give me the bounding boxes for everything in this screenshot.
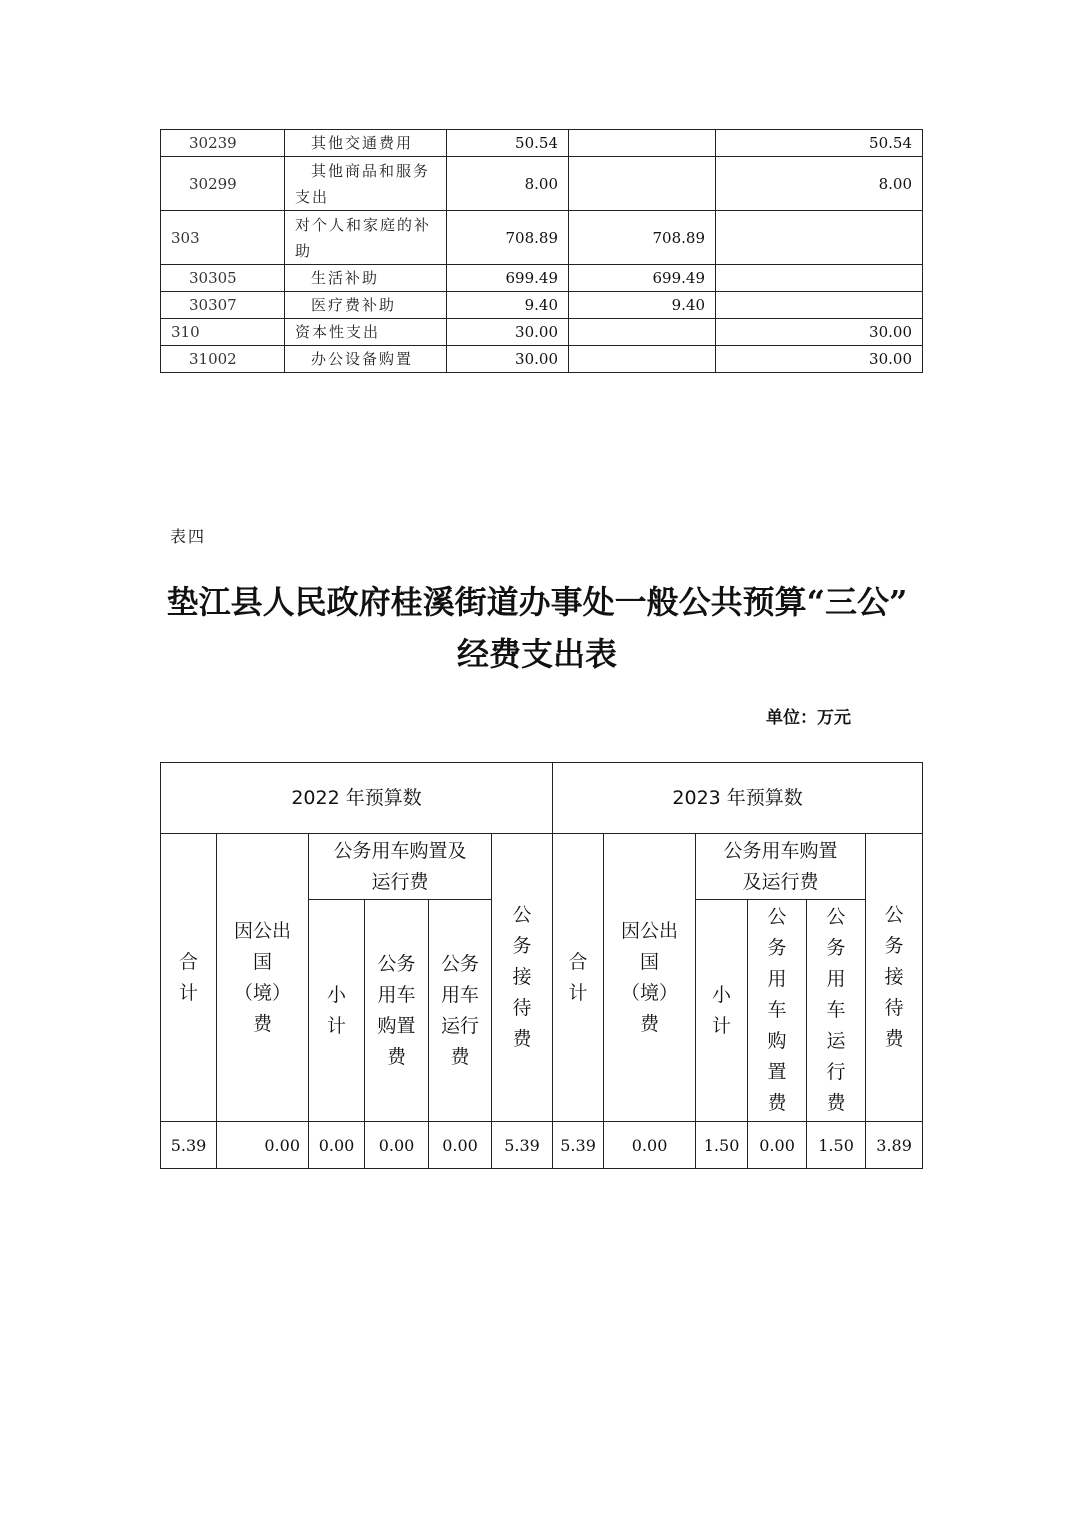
expense-name-line: 生活补助	[311, 269, 380, 287]
header-text-line: 行	[826, 1061, 846, 1083]
header-text-line: 运行费	[371, 870, 429, 893]
header-text-line: （境）	[233, 981, 291, 1004]
header-text-line: 及运行费	[742, 870, 819, 893]
header-text-line: 待	[884, 997, 904, 1019]
expense-row	[161, 130, 923, 157]
expense-row	[161, 157, 923, 211]
expense-total: 30.00	[447, 346, 569, 373]
header-text-line: 购	[767, 1030, 787, 1052]
header-text-line: 车	[826, 999, 846, 1021]
expense-name	[285, 211, 447, 265]
header-subtotal-2023	[696, 900, 748, 1122]
header-text-line: 务	[767, 937, 787, 959]
title-line-1: 垫江县人民政府桂溪街道办事处一般公共预算“三公”	[166, 583, 908, 621]
header-text-line: 公	[826, 906, 846, 928]
value-cell: 0.00	[429, 1122, 492, 1169]
expense-total: 30.00	[447, 319, 569, 346]
expense-name	[285, 157, 447, 211]
expense-name-line: 办公设备购置	[311, 350, 414, 368]
year-2022-header: 2022 年预算数	[161, 763, 553, 834]
expense-name	[285, 292, 447, 319]
title-line-2: 经费支出表	[456, 635, 617, 673]
header-text-line: 公	[884, 904, 904, 926]
header-text-line: 公务用车购置及	[333, 839, 467, 862]
expense-detail-body	[161, 130, 923, 373]
expense-total: 50.54	[447, 130, 569, 157]
expense-basic	[569, 319, 716, 346]
value-cell: 0.00	[309, 1122, 365, 1169]
header-text-line: 小	[326, 983, 346, 1006]
header-text-line: 待	[512, 997, 532, 1019]
header-abroad-2022	[217, 834, 309, 1122]
header-purchase-2022	[365, 900, 429, 1122]
expense-basic: 699.49	[569, 265, 716, 292]
header-text-line: 用车	[440, 983, 479, 1006]
expense-project	[716, 292, 923, 319]
header-text-line: 公务用车购置	[723, 839, 838, 862]
header-text-line: 用	[767, 968, 787, 990]
header-text-line: 公务	[377, 952, 416, 975]
header-text-line: 因公出	[621, 919, 679, 942]
expense-code: 30305	[161, 265, 285, 292]
header-text-line: 费	[252, 1012, 272, 1035]
expense-code: 31002	[161, 346, 285, 373]
header-text-line: 公	[767, 906, 787, 928]
value-cell: 1.50	[696, 1122, 748, 1169]
expense-total: 9.40	[447, 292, 569, 319]
expense-name	[285, 265, 447, 292]
unit-label: 单位：万元	[766, 708, 851, 728]
header-text-line: 费	[386, 1045, 406, 1068]
expense-code: 310	[161, 319, 285, 346]
header-text-line: 接	[884, 966, 904, 988]
expense-name	[285, 346, 447, 373]
value-cell: 0.00	[365, 1122, 429, 1169]
header-car-group-2023	[696, 834, 866, 900]
header-text-line: 计	[712, 1014, 732, 1037]
header-text-line: 国	[252, 950, 272, 973]
header-text-line: 公	[512, 904, 532, 926]
header-text-line: 合	[568, 950, 588, 973]
header-text-line: 务	[512, 935, 532, 957]
page-title	[100, 576, 974, 680]
header-text-line: 因公出	[233, 919, 291, 942]
expense-code: 303	[161, 211, 285, 265]
expense-name	[285, 319, 447, 346]
header-text-line: 置	[767, 1061, 787, 1083]
header-reception-2022	[492, 834, 553, 1122]
expense-total: 708.89	[447, 211, 569, 265]
expense-basic: 9.40	[569, 292, 716, 319]
expense-name-line: 其他交通费用	[311, 134, 414, 152]
value-cell: 0.00	[217, 1122, 309, 1169]
three-public-table	[160, 762, 923, 1169]
expense-name-line: 资本性支出	[295, 323, 381, 341]
header-reception-2023	[866, 834, 923, 1122]
expense-project: 30.00	[716, 319, 923, 346]
expense-basic	[569, 346, 716, 373]
year-2023-header: 2023 年预算数	[553, 763, 923, 834]
expense-project: 8.00	[716, 157, 923, 211]
header-text-line: 计	[178, 981, 198, 1004]
header-text-line: 费	[826, 1092, 846, 1114]
header-text-line: 公务	[440, 952, 479, 975]
header-text-line: 费	[640, 1012, 660, 1035]
header-text-line: 用车	[377, 983, 416, 1006]
header-text-line: 费	[512, 1028, 532, 1050]
expense-basic	[569, 130, 716, 157]
header-text-line: 计	[568, 981, 588, 1004]
expense-row	[161, 211, 923, 265]
header-text-line: 运	[826, 1030, 846, 1052]
header-text-line: 计	[326, 1014, 346, 1037]
value-cell: 3.89	[866, 1122, 923, 1169]
header-car-group-2022	[309, 834, 492, 900]
expense-total: 8.00	[447, 157, 569, 211]
expense-code: 30299	[161, 157, 285, 211]
header-text-line: 接	[512, 966, 532, 988]
value-cell: 0.00	[748, 1122, 807, 1169]
header-text-line: （境）	[621, 981, 679, 1004]
header-abroad-2023	[604, 834, 696, 1122]
value-cell: 1.50	[807, 1122, 866, 1169]
expense-basic	[569, 157, 716, 211]
expense-name-line: 助	[295, 241, 313, 260]
expense-row	[161, 346, 923, 373]
value-cell: 5.39	[492, 1122, 553, 1169]
header-text-line: 国	[640, 950, 660, 973]
expense-name-line: 支出	[295, 187, 330, 206]
expense-basic: 708.89	[569, 211, 716, 265]
header-text-line: 合	[178, 950, 198, 973]
header-total-2023	[553, 834, 604, 1122]
header-text-line: 费	[450, 1045, 470, 1068]
header-text-line: 用	[826, 968, 846, 990]
header-run-2023	[807, 900, 866, 1122]
table-label: 表四	[170, 527, 207, 546]
expense-name	[285, 130, 447, 157]
expense-name-line: 其他商品和服务	[311, 161, 431, 180]
expense-project	[716, 211, 923, 265]
header-text-line: 车	[767, 999, 787, 1021]
expense-row	[161, 292, 923, 319]
values-row	[161, 1122, 923, 1169]
header-text-line: 务	[884, 935, 904, 957]
value-cell: 0.00	[604, 1122, 696, 1169]
header-text-line: 务	[826, 937, 846, 959]
header-text-line: 费	[767, 1092, 787, 1114]
expense-name-line: 医疗费补助	[311, 296, 397, 314]
value-cell: 5.39	[553, 1122, 604, 1169]
header-text-line: 购置	[377, 1014, 416, 1037]
value-cell: 5.39	[161, 1122, 217, 1169]
header-subtotal-2022	[309, 900, 365, 1122]
header-run-2022	[429, 900, 492, 1122]
header-total-2022	[161, 834, 217, 1122]
expense-row	[161, 319, 923, 346]
header-text-line: 小	[712, 983, 732, 1006]
header-purchase-2023	[748, 900, 807, 1122]
expense-code: 30239	[161, 130, 285, 157]
expense-detail-table	[160, 129, 923, 373]
expense-project: 30.00	[716, 346, 923, 373]
header-text-line: 运行	[440, 1014, 479, 1037]
expense-project: 50.54	[716, 130, 923, 157]
header-text-line: 费	[884, 1028, 904, 1050]
expense-code: 30307	[161, 292, 285, 319]
expense-name-line: 对个人和家庭的补	[295, 215, 432, 234]
expense-row	[161, 265, 923, 292]
expense-project	[716, 265, 923, 292]
expense-total: 699.49	[447, 265, 569, 292]
